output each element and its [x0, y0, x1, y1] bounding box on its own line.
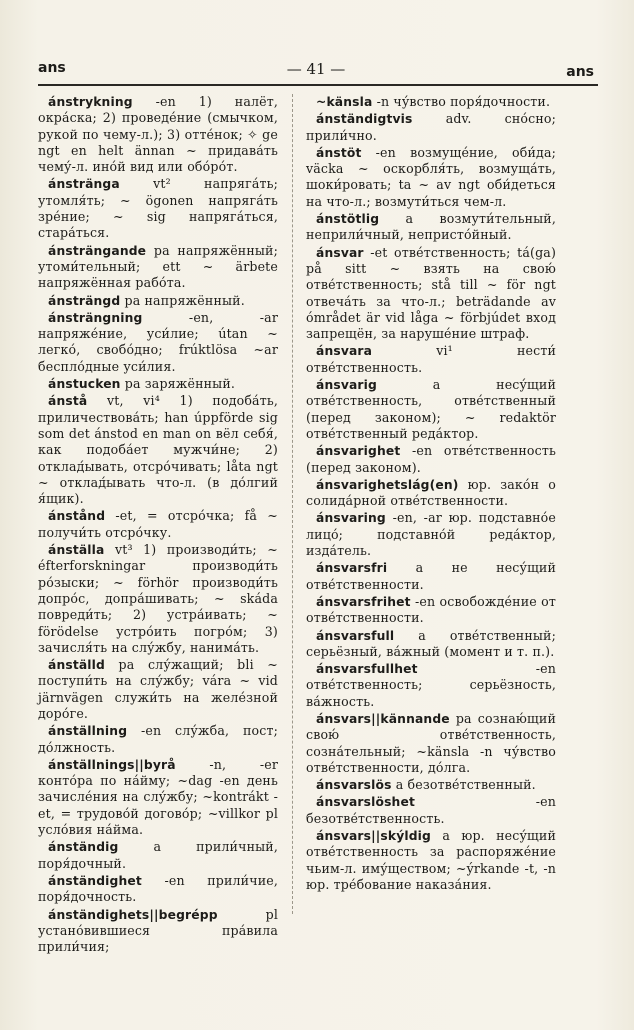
entry-headword: ánställd	[48, 658, 105, 673]
dictionary-entry	[38, 243, 278, 292]
entry-definition: pa напряжённый.	[124, 292, 245, 308]
page-header	[38, 60, 594, 82]
dictionary-entry	[306, 343, 556, 376]
dictionary-entry	[306, 111, 556, 144]
entry-headword: ánsträngd	[48, 293, 121, 308]
dictionary-entry	[38, 393, 278, 507]
entry-definition: a не несу́щий отве́тственности.	[306, 560, 557, 592]
dictionary-entry	[306, 628, 556, 661]
column-divider	[292, 94, 293, 914]
entry-headword: ánständighets||begrépp	[48, 907, 218, 922]
entry-headword: ánstötlig	[316, 212, 380, 227]
entry-headword: ánstå	[48, 394, 88, 409]
dictionary-entry	[306, 377, 556, 442]
entry-definition: pa напряжённый; утоми́тельный; ett ~ ärbete напряжённая рабо́та.	[38, 242, 278, 291]
entry-headword: ánsträngande	[48, 243, 147, 258]
entry-definition: a возмути́тельный, неприли́чный, непристо́йный.	[306, 211, 556, 243]
entry-definition: -en возмуще́ние, оби́да; väcka ~ оскорбля́ть, возмуща́ть, шоки́ровать; ta ~ av ngt оби́деться на что-л.; возмути́ться чем-л.	[306, 144, 557, 209]
entry-definition: -et отве́тственность; tá(ga) på sitt ~ взять на свою́ отве́тственность; stå till ~ för ngt отвеча́ть за что-л.; beträdande av ómrådet är vid låga ~ förbjúdet вход запрещён, за наруше́ние штраф.	[306, 244, 557, 342]
entry-definition: pl устано́вившиеся пра́вила прили́чия;	[38, 906, 278, 955]
dictionary-entry	[38, 839, 278, 872]
entry-headword: ánställa	[48, 543, 105, 558]
entry-headword: ánsvarslös	[316, 778, 392, 793]
entry-headword: ánstöt	[316, 145, 362, 160]
dictionary-entry	[306, 211, 556, 244]
dictionary-entry	[306, 477, 556, 510]
entry-headword: ánstånd	[48, 509, 106, 524]
dictionary-entry	[306, 443, 556, 476]
entry-headword: ánsvars||skýldig	[316, 829, 431, 844]
entry-headword: ánständig	[48, 840, 119, 855]
entry-definition: a безотве́тственный.	[395, 777, 536, 793]
dictionary-entry	[306, 560, 556, 593]
dictionary-entry	[38, 873, 278, 906]
entry-headword: ~känsla	[316, 95, 373, 109]
right-column	[306, 94, 556, 894]
entry-headword: ánsvar	[316, 245, 364, 260]
entry-headword: ánsvars||kännande	[316, 711, 450, 726]
dictionary-entry	[38, 757, 278, 838]
entry-definition: -en 1) налёт, окра́ска; 2) проведе́ние (смычком, рукой по чему-л.); 3) отте́нок; ✧ ge ngt en helt ännan ~ придава́ть чему́-л. ино́й вид или обо́ро́т.	[38, 94, 279, 175]
entry-definition: a прили́чный, поря́дочный.	[38, 839, 278, 871]
entry-definition: -en, -ar напряже́ние, уси́лие; útan ~ легко́, свобо́дно; frúktlösa ~ar беспло́дные уси́лия.	[38, 309, 278, 374]
dictionary-entry	[306, 661, 556, 710]
entry-definition: -en отве́тственность; серьёзность, ва́жность.	[306, 661, 556, 709]
entry-headword: ánsvarsfullhet	[316, 662, 418, 677]
entry-definition: pa слу́жащий; bli ~ поступи́ть на слу́жбу; vára ~ vid järnvägen служи́ть на желе́зной доро́ге.	[38, 657, 278, 721]
dictionary-entry	[38, 907, 278, 956]
dictionary-entry	[306, 245, 556, 343]
dictionary-entry	[306, 777, 556, 793]
entry-definition: vt, vi⁴ 1) подоба́ть, приличествова́ть; han úppförde sig som det ánstod en man on вёл себя́, как подоба́ет мужчи́не; 2) отклад́ывать, отсро́чивать; låta ngt ~ отклад́ывать что-л. (в до́лгий я́щик).	[38, 393, 278, 507]
entry-headword: ánsvarsfull	[316, 628, 395, 643]
entry-definition: vi¹ нести́ отве́тственность.	[306, 343, 557, 375]
entry-headword: ánständighet	[48, 873, 142, 888]
entry-definition: a отве́тственный; серьёзный, ва́жный (момент и т. п.).	[306, 627, 556, 659]
entry-headword: ánsvara	[316, 344, 373, 359]
dictionary-entry	[38, 508, 278, 541]
entry-definition: -en отве́тственность (перед законом).	[306, 443, 556, 475]
entry-headword: ánständigtvis	[316, 112, 413, 127]
entry-definition: -n чу́вство поря́дочности.	[376, 94, 551, 109]
entry-headword: ánställning	[48, 724, 128, 739]
dictionary-entry	[306, 94, 556, 110]
dictionary-entry	[38, 176, 278, 241]
entry-headword: ánsvarslöshet	[316, 795, 415, 810]
entry-definition: -et, = отсро́чка; få ~ получи́ть отсро́чку.	[38, 508, 279, 540]
dictionary-entry	[306, 510, 556, 559]
dictionary-entry	[38, 657, 278, 722]
page-number: — 41 —	[286, 60, 346, 78]
entry-definition: a несу́щий отве́тственность, отве́тственный (перед законом); ~ redaktör отве́тственный реда́ктор.	[306, 377, 557, 441]
entry-definition: adv. сно́сно; прили́чно.	[306, 111, 556, 143]
entry-headword: ánställnings||byrå	[48, 757, 176, 772]
entry-headword: ánsträngning	[48, 310, 143, 325]
left-column	[38, 94, 278, 956]
entry-definition: vt³ 1) производи́ть; ~ éfterforskningar производи́ть ро́зыски; ~ förhör производи́ть допро́с, допра́шивать; ~ skáda повреди́ть; 2) устра́ивать; ~ förödelse устро́ить погро́м; 3) зачисля́ть на слу́жбу, нанима́ть.	[38, 542, 278, 655]
entry-definition: vt² напряга́ть; утомля́ть; ~ ögonen напряга́ть зре́ние; ~ sig напряга́ться, стара́ться.	[38, 176, 278, 241]
entry-definition: -n, -er конто́ра по на́йму; ~dag -en день зачисле́ния на слу́жбу; ~kontrákt -et, = трудово́й догово́р; ~villkor pl усло́вия на́йма.	[38, 756, 278, 838]
entry-definition: -en, -ar юр. подставно́е лицо́; подставно́й реда́ктор, изда́тель.	[306, 510, 557, 559]
entry-headword: ánstucken	[48, 377, 121, 392]
dictionary-entry	[306, 711, 556, 776]
entry-definition: -en безотве́тственность.	[306, 794, 556, 826]
header-rule	[38, 84, 598, 86]
entry-headword: ánsvaring	[316, 511, 386, 526]
entry-headword: ánsträngа	[48, 177, 120, 192]
dictionary-entry	[306, 828, 556, 893]
header-right-guide-word: ans	[566, 64, 594, 80]
dictionary-entry	[38, 542, 278, 656]
entry-definition: -en слу́жба, пост; до́лжность.	[38, 723, 278, 755]
entry-definition: юр. зако́н о солида́рной отве́тственности.	[306, 476, 557, 509]
dictionary-entry	[306, 145, 556, 210]
entry-headword: ánsvarighetslág(en)	[316, 477, 459, 492]
dictionary-entry	[38, 310, 278, 375]
entry-definition: a юр. несу́щий отве́тственность за распоряже́ние чьим-л. иму́ществом; ~ýrkande -t, -n юр. тре́бование наказа́ния.	[306, 828, 556, 892]
entry-headword: ánsvarighet	[316, 444, 401, 459]
dictionary-entry	[306, 794, 556, 827]
entry-definition: pa сознаю́щий свою́ отве́тственность, созна́тельный; ~känsla -n чу́вство отве́тственности, до́лга.	[306, 710, 556, 775]
dictionary-entry	[306, 594, 556, 627]
entry-definition: pa заряжённый.	[124, 376, 236, 392]
dictionary-entry	[38, 376, 278, 392]
entry-headword: ánsvarig	[316, 378, 377, 393]
entry-headword: ánstrykning	[48, 95, 133, 109]
entry-definition: -en освобожде́ние от отве́тственности.	[306, 593, 557, 626]
entry-headword: ánsvarsfrihet	[316, 594, 411, 609]
entry-headword: ánsvarsfri	[316, 561, 388, 576]
dictionary-entry	[38, 723, 278, 756]
header-left-guide-word: ans	[38, 60, 66, 76]
dictionary-entry	[38, 293, 278, 309]
entry-definition: -en прили́чие, поря́дочность.	[38, 872, 278, 905]
dictionary-entry	[38, 94, 278, 175]
